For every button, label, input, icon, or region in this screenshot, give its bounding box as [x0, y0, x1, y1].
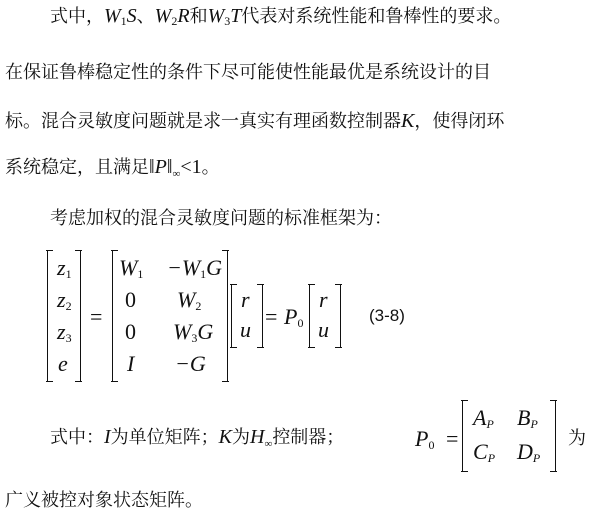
infinity-sub: ∞	[264, 438, 273, 450]
paragraph-definitions	[50, 426, 344, 455]
symbol-s: S	[126, 5, 137, 27]
text-and: 和	[189, 6, 208, 27]
separator: 、	[136, 6, 155, 27]
sub-3: 3	[224, 14, 231, 28]
text-prefix: 式中：	[50, 427, 104, 448]
ru-vector-2	[309, 284, 341, 348]
equation-number: (3-8)	[369, 306, 405, 325]
text-suffix: 代表对系统性能和鲁棒性的要求。	[241, 6, 512, 27]
cell-neg-g: −G	[175, 351, 206, 376]
text-line: 标。混合灵敏度问题就是求一真实有理函数控制器	[5, 111, 401, 132]
symbol-w1: W	[104, 5, 121, 27]
cell-c: $C_P$	[473, 439, 496, 465]
z2-entry: $z_2$	[57, 287, 72, 313]
r-entry-2: r	[319, 287, 328, 312]
text-line: 考虑加权的混合灵敏度问题的标准框架为：	[50, 208, 392, 229]
symbol-p: P	[154, 156, 167, 178]
paragraph-weights	[50, 5, 511, 32]
symbol-h: H	[250, 426, 265, 448]
text-wei: 为	[568, 428, 586, 449]
cell-identity: I	[127, 351, 135, 376]
sub-2: 2	[171, 14, 178, 28]
u-entry: u	[240, 317, 251, 342]
symbol-w2: W	[154, 5, 172, 27]
e-entry: e	[58, 351, 68, 376]
paragraph-goal-line3	[5, 156, 220, 185]
equals-sign-3: =	[446, 426, 459, 451]
symbol-t: T	[230, 5, 242, 27]
text-line: 系统稳定，且满足	[5, 157, 149, 178]
infinity-sub: ∞	[172, 168, 181, 180]
weight-matrix	[112, 250, 228, 382]
text-mid: 为单位矩阵；	[110, 427, 219, 448]
norm-open: ‖	[149, 156, 155, 178]
text-line: 。	[201, 157, 220, 178]
sub-1: 1	[120, 14, 127, 28]
equals-sign: =	[90, 304, 103, 329]
text-line: 广义被控对象状态矩阵。	[5, 490, 203, 511]
text-line: 在保证鲁棒稳定性的条件下尽可能使性能最优是系统设计的目	[5, 62, 491, 83]
u-entry-2: u	[318, 317, 329, 342]
cell-a: $A_P$	[473, 405, 494, 431]
paragraph-framework	[50, 208, 392, 230]
p0-symbol: $P_0$	[284, 304, 304, 330]
paragraph-goal-line1	[5, 62, 491, 84]
equals-sign-2: =	[265, 304, 278, 329]
z1-entry: $z_1$	[57, 255, 72, 281]
cell-w1: $W_1$	[119, 255, 144, 281]
symbol-i: I	[104, 426, 111, 448]
z-vector	[47, 250, 81, 382]
less-than-one: <1	[180, 156, 202, 178]
symbol-w3: W	[207, 5, 225, 27]
cell-zero-3: 0	[125, 319, 136, 344]
z3-entry: $z_3$	[57, 319, 72, 345]
ru-vector	[231, 284, 263, 348]
text-mid: 控制器；	[272, 427, 345, 448]
symbol-r: R	[177, 5, 190, 27]
paragraph-goal-line2	[5, 110, 504, 133]
cell-neg-w1g: $-W_1G$	[167, 255, 223, 281]
text-line: ，使得闭环	[414, 111, 505, 132]
text-prefix: 式中，	[50, 6, 104, 27]
p0-symbol-def: $P_0$	[415, 426, 435, 452]
paragraph-state-matrix	[5, 490, 203, 512]
text-mid: 为	[232, 427, 251, 448]
cell-d: $D_P$	[517, 439, 541, 465]
symbol-k: K	[401, 110, 415, 132]
state-matrix	[462, 400, 556, 472]
cell-w3g: $W_3G$	[173, 319, 214, 345]
norm-close: ‖	[166, 156, 173, 178]
cell-b: $B_P$	[517, 405, 538, 431]
cell-zero-2: 0	[125, 287, 136, 312]
r-entry: r	[241, 287, 250, 312]
symbol-k: K	[218, 426, 233, 448]
cell-w2: $W_2$	[177, 287, 202, 313]
